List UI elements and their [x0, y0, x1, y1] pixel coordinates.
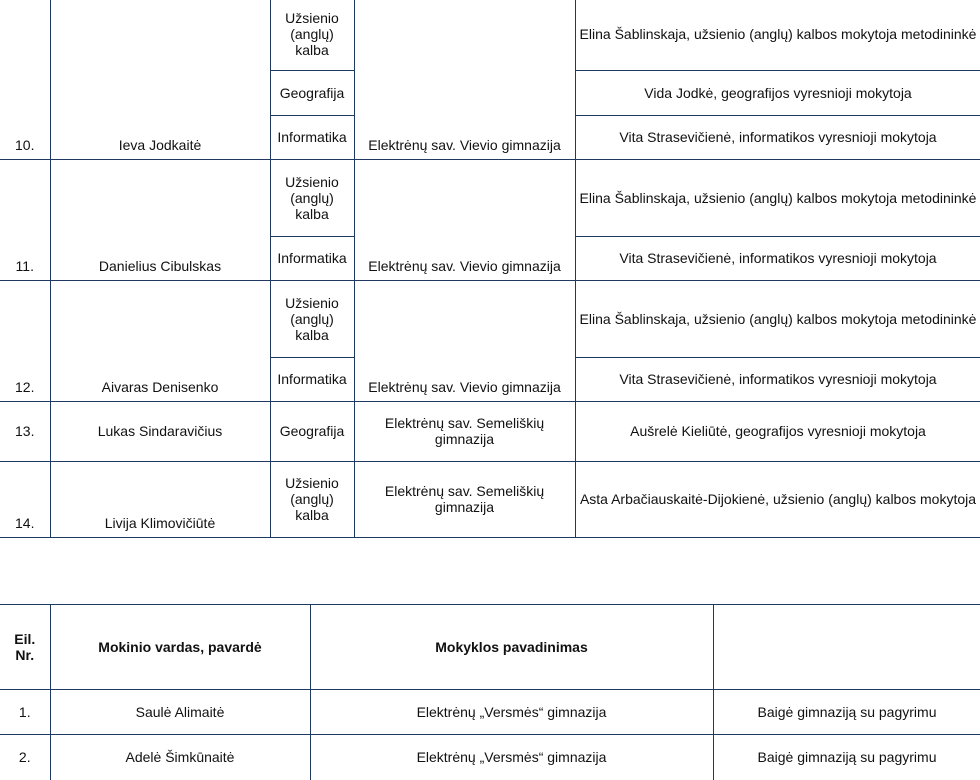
- subject-cell: Informatika: [270, 115, 354, 159]
- student-name: Ieva Jodkaitė: [50, 0, 270, 159]
- table-row: [0, 735, 980, 780]
- teacher-cell: Aušrelė Kieliūtė, geografijos vyresnioji mokytoja: [575, 401, 980, 461]
- subject-cell: Užsienio (anglų) kalba: [270, 461, 354, 537]
- school-name: Elektrėnų sav. Vievio gimnazija: [354, 0, 575, 159]
- subject-cell: Užsienio (anglų) kalba: [270, 0, 354, 70]
- table-row: [0, 401, 980, 461]
- teacher-cell: Vita Strasevičienė, informatikos vyresnioji mokytoja: [575, 357, 980, 401]
- school-name: Elektrėnų sav. Semeliškių gimnazija: [354, 401, 575, 461]
- table-row: [0, 280, 980, 357]
- teacher-cell: Elina Šablinskaja, užsienio (anglų) kalbos mokytoja metodininkė: [575, 159, 980, 236]
- header-note: [713, 605, 980, 690]
- table-row: [0, 0, 980, 70]
- row-number: 14.: [0, 461, 50, 537]
- subject-cell: Informatika: [270, 357, 354, 401]
- row-number: 10.: [0, 0, 50, 159]
- school-name: Elektrėnų sav. Semeliškių gimnazija: [354, 461, 575, 537]
- row-number: 12.: [0, 280, 50, 401]
- subject-cell: Geografija: [270, 70, 354, 115]
- note-cell: Baigė gimnaziją su pagyrimu: [713, 735, 980, 780]
- row-number: 11.: [0, 159, 50, 280]
- subject-cell: Geografija: [270, 401, 354, 461]
- student-name: Adelė Šimkūnaitė: [50, 735, 310, 780]
- header-student-name: Mokinio vardas, pavardė: [50, 605, 310, 690]
- teacher-cell: Asta Arbačiauskaitė-Dijokienė, užsienio (anglų) kalbos mokytoja: [575, 461, 980, 537]
- graduates-table: [0, 604, 980, 780]
- teacher-cell: Elina Šablinskaja, užsienio (anglų) kalbos mokytoja metodininkė: [575, 280, 980, 357]
- student-name: Lukas Sindaravičius: [50, 401, 270, 461]
- student-name: Saulė Alimaitė: [50, 690, 310, 735]
- note-cell: Baigė gimnaziją su pagyrimu: [713, 690, 980, 735]
- teacher-cell: Vita Strasevičienė, informatikos vyresnioji mokytoja: [575, 236, 980, 280]
- school-name: Elektrėnų „Versmės“ gimnazija: [310, 690, 713, 735]
- subject-cell: Užsienio (anglų) kalba: [270, 159, 354, 236]
- teacher-cell: Vida Jodkė, geografijos vyresnioji mokytoja: [575, 70, 980, 115]
- student-name: Aivaras Denisenko: [50, 280, 270, 401]
- teacher-cell: Vita Strasevičienė, informatikos vyresnioji mokytoja: [575, 115, 980, 159]
- table-row: [0, 461, 980, 537]
- school-name: Elektrėnų „Versmės“ gimnazija: [310, 735, 713, 780]
- student-name: Danielius Cibulskas: [50, 159, 270, 280]
- table-row: [0, 159, 980, 236]
- row-number: 2.: [0, 735, 50, 780]
- header-school-name: Mokyklos pavadinimas: [310, 605, 713, 690]
- school-name: Elektrėnų sav. Vievio gimnazija: [354, 280, 575, 401]
- subject-cell: Užsienio (anglų) kalba: [270, 280, 354, 357]
- header-number: Eil. Nr.: [0, 605, 50, 690]
- school-name: Elektrėnų sav. Vievio gimnazija: [354, 159, 575, 280]
- row-number: 13.: [0, 401, 50, 461]
- table-header-row: [0, 605, 980, 690]
- table-row: [0, 690, 980, 735]
- row-number: 1.: [0, 690, 50, 735]
- subject-cell: Informatika: [270, 236, 354, 280]
- teacher-cell: Elina Šablinskaja, užsienio (anglų) kalbos mokytoja metodininkė: [575, 0, 980, 70]
- student-name: Livija Klimovičiūtė: [50, 461, 270, 537]
